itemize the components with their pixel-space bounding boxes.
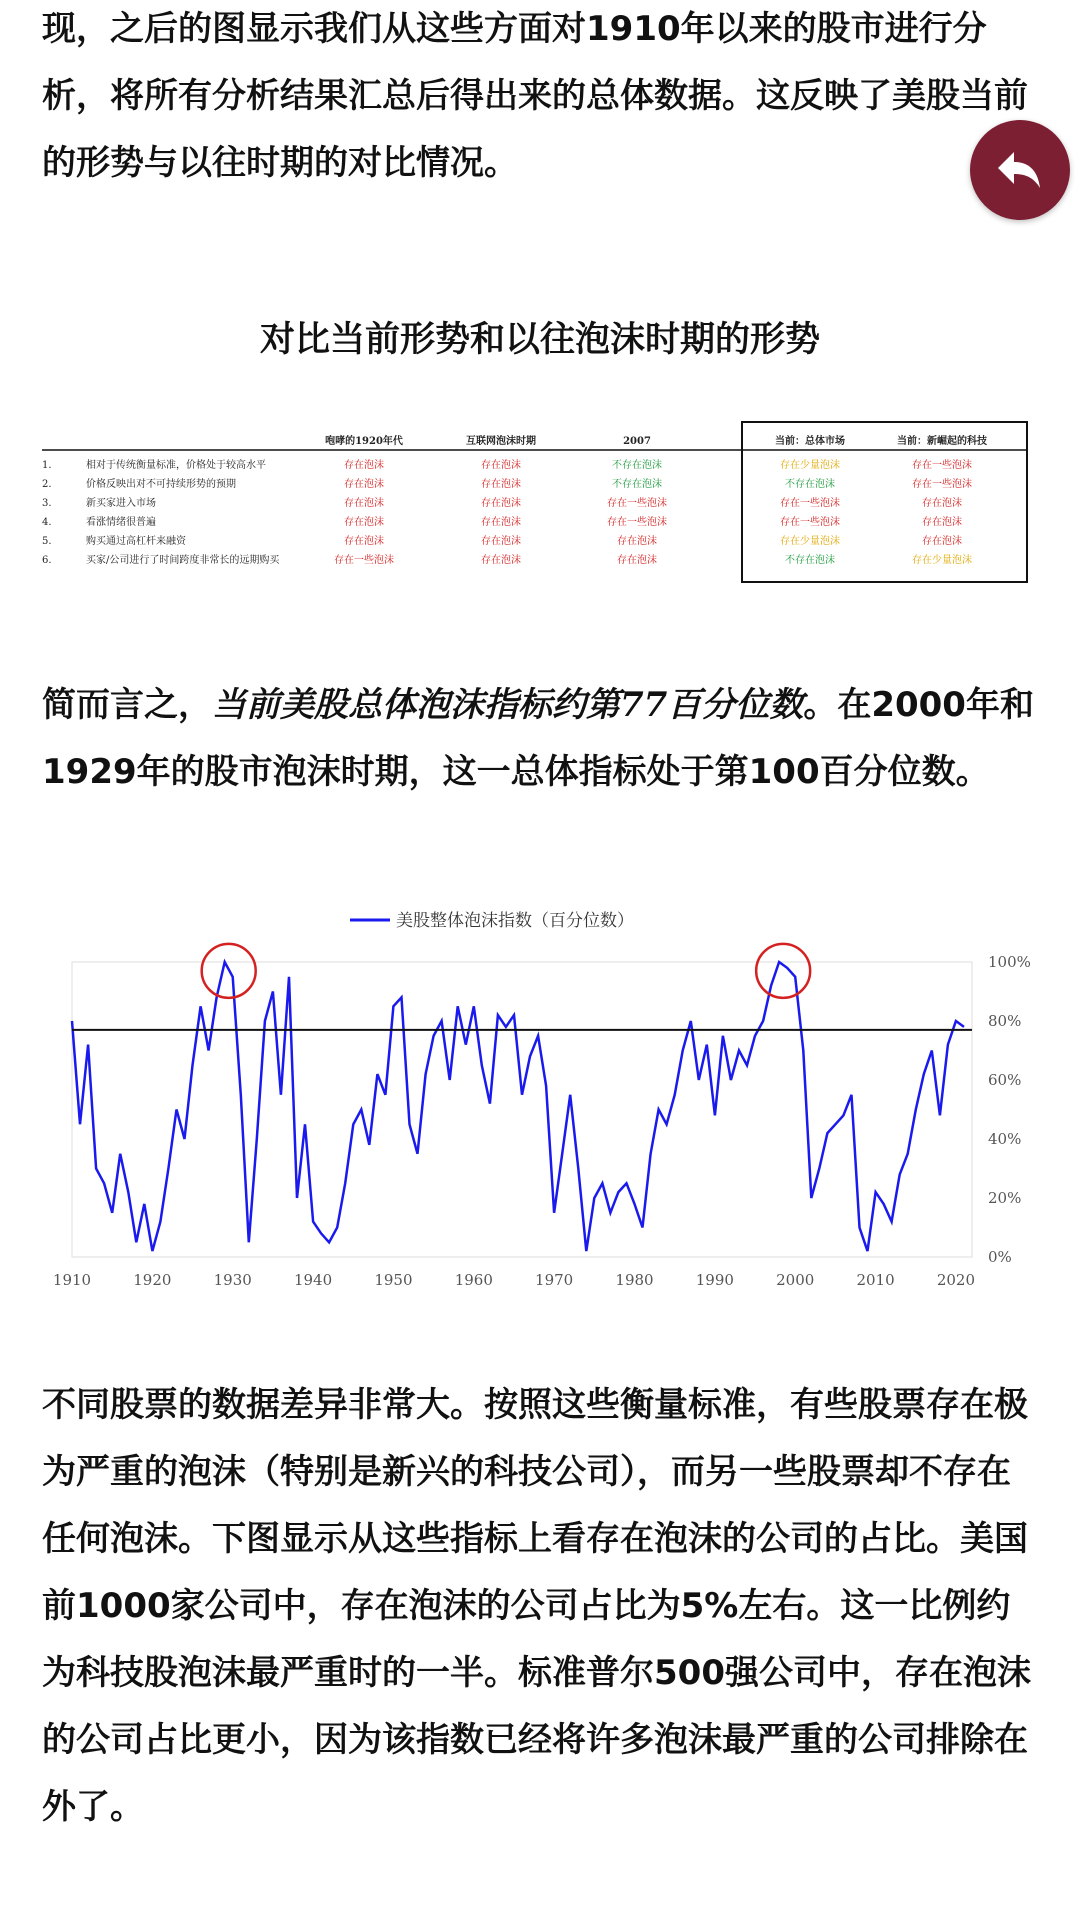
table-row-label: 相对于传统衡量标准，价格处于较高水平 bbox=[86, 460, 266, 471]
back-button[interactable] bbox=[970, 120, 1070, 220]
summary-before: 简而言之， bbox=[42, 685, 212, 725]
comparison-table bbox=[42, 420, 1032, 595]
x-tick-label: 2000 bbox=[776, 1271, 815, 1289]
table-cell: 不存在泡沫 bbox=[785, 479, 835, 490]
x-tick-label: 1930 bbox=[213, 1271, 252, 1289]
highlight-circles bbox=[202, 944, 810, 998]
x-tick-label: 1950 bbox=[374, 1271, 413, 1289]
legend-label: 美股整体泡沫指数（百分位数） bbox=[396, 911, 634, 931]
x-tick-label: 1910 bbox=[52, 1271, 92, 1289]
table-row-label: 看涨情绪很普遍 bbox=[86, 517, 156, 528]
series-line bbox=[72, 962, 964, 1251]
table-row-label: 新买家进入市场 bbox=[86, 498, 156, 509]
table-body bbox=[42, 434, 987, 566]
table-row-number: 6. bbox=[42, 555, 52, 566]
table-cell: 存在少量泡沫 bbox=[780, 460, 840, 471]
table-cell: 存在一些泡沫 bbox=[912, 479, 972, 490]
table-row-number: 4. bbox=[42, 517, 52, 528]
x-tick-label: 1970 bbox=[535, 1271, 574, 1289]
table-cell: 存在一些泡沫 bbox=[780, 517, 840, 528]
table-cell: 存在泡沫 bbox=[481, 498, 521, 509]
table-cell: 存在泡沫 bbox=[344, 536, 384, 547]
table-cell: 存在泡沫 bbox=[617, 555, 657, 566]
y-tick-label: 20% bbox=[988, 1189, 1022, 1207]
table-row-number: 3. bbox=[42, 498, 52, 509]
detail-text: 不同股票的数据差异非常大。按照这些衡量标准，有些股票存在极为严重的泡沫（特别是新兴的科技公司），而另一些股票却不存在任何泡沫。下图显示从这些指标上看存在泡沫的公司的占比。美国前1000家公司中，存在泡沫的公司占比为5%左右。这一比例约为科技股泡沫最严重时的一半。标准普尔500强公司中，存在泡沫的公司占比更小，因为该指数已经将许多泡沫最严重的公司排除在外了。 bbox=[42, 1385, 1031, 1827]
y-tick-label: 40% bbox=[988, 1130, 1022, 1148]
table-header-2: 2007 bbox=[623, 436, 651, 447]
table-cell: 存在泡沫 bbox=[481, 536, 521, 547]
summary-paragraph bbox=[42, 672, 1042, 806]
table-cell: 不存在泡沫 bbox=[612, 460, 662, 471]
y-tick-label: 80% bbox=[988, 1012, 1022, 1030]
intro-paragraph bbox=[42, 0, 1042, 197]
table-cell: 存在泡沫 bbox=[481, 555, 521, 566]
table-header-3: 当前：总体市场 bbox=[775, 436, 845, 447]
x-tick-label: 1980 bbox=[615, 1271, 654, 1289]
table-row-label: 价格反映出对不可持续形势的预期 bbox=[86, 479, 236, 490]
summary-text bbox=[42, 672, 1042, 806]
detail-paragraph bbox=[42, 1372, 1042, 1841]
intro-text: 现，之后的图显示我们从这些方面对1910年以来的股市进行分析，将所有分析结果汇总后得出来的总体数据。这反映了美股当前的形势与以往时期的对比情况。 bbox=[42, 9, 1028, 183]
table-cell: 存在泡沫 bbox=[922, 517, 962, 528]
table-row-label: 购买通过高杠杆来融资 bbox=[86, 536, 186, 547]
table-row-number: 5. bbox=[42, 536, 52, 547]
table-cell: 存在泡沫 bbox=[922, 498, 962, 509]
x-tick-label: 2010 bbox=[856, 1271, 895, 1289]
table-cell: 存在一些泡沫 bbox=[607, 517, 667, 528]
table-cell: 存在少量泡沫 bbox=[912, 555, 972, 566]
x-tick-label: 1940 bbox=[293, 1271, 333, 1289]
table-header-1: 互联网泡沫时期 bbox=[466, 436, 536, 447]
y-tick-label: 100% bbox=[988, 953, 1031, 971]
table-cell: 存在泡沫 bbox=[344, 517, 384, 528]
section-title: 对比当前形势和以往泡沫时期的形势 bbox=[259, 320, 820, 360]
table-cell: 存在一些泡沫 bbox=[912, 460, 972, 471]
summary-after: 。在2000年和1929年的股市泡沫时期，这一总体指标处于第100百分位数。 bbox=[42, 685, 1034, 792]
x-tick-label: 2020 bbox=[936, 1271, 976, 1289]
table-cell: 存在泡沫 bbox=[481, 517, 521, 528]
y-tick-label: 0% bbox=[988, 1248, 1012, 1266]
y-tick-label: 60% bbox=[988, 1071, 1022, 1089]
table-header-4: 当前：新崛起的科技 bbox=[897, 436, 987, 447]
table-row-number: 2. bbox=[42, 479, 52, 490]
table-cell: 存在泡沫 bbox=[344, 498, 384, 509]
x-tick-label: 1960 bbox=[454, 1271, 493, 1289]
y-axis bbox=[988, 953, 1031, 1266]
table-cell: 存在泡沫 bbox=[481, 460, 521, 471]
table-cell: 存在泡沫 bbox=[617, 536, 657, 547]
table-cell: 存在泡沫 bbox=[481, 479, 521, 490]
bubble-index-chart bbox=[42, 900, 1042, 1320]
table-cell: 不存在泡沫 bbox=[785, 555, 835, 566]
x-axis bbox=[53, 1271, 975, 1289]
chart-legend bbox=[350, 911, 634, 931]
table-cell: 存在少量泡沫 bbox=[780, 536, 840, 547]
x-tick-label: 1920 bbox=[133, 1271, 172, 1289]
peak-highlight-circle bbox=[756, 944, 810, 998]
table-cell: 存在一些泡沫 bbox=[334, 555, 394, 566]
table-cell: 存在一些泡沫 bbox=[780, 498, 840, 509]
table-cell: 存在泡沫 bbox=[344, 479, 384, 490]
table-cell: 不存在泡沫 bbox=[612, 479, 662, 490]
x-tick-label: 1990 bbox=[695, 1271, 734, 1289]
table-cell: 存在泡沫 bbox=[344, 460, 384, 471]
table-row-number: 1. bbox=[42, 460, 52, 471]
table-cell: 存在泡沫 bbox=[922, 536, 962, 547]
back-arrow-icon bbox=[992, 142, 1048, 198]
plot-frame bbox=[72, 962, 972, 1257]
summary-emphasis: 当前美股总体泡沫指标约第77百分位数 bbox=[212, 685, 804, 725]
table-cell: 存在一些泡沫 bbox=[607, 498, 667, 509]
table-header-0: 咆哮的1920年代 bbox=[325, 436, 403, 447]
table-row-label: 买家/公司进行了时间跨度非常长的远期购买 bbox=[86, 555, 280, 566]
